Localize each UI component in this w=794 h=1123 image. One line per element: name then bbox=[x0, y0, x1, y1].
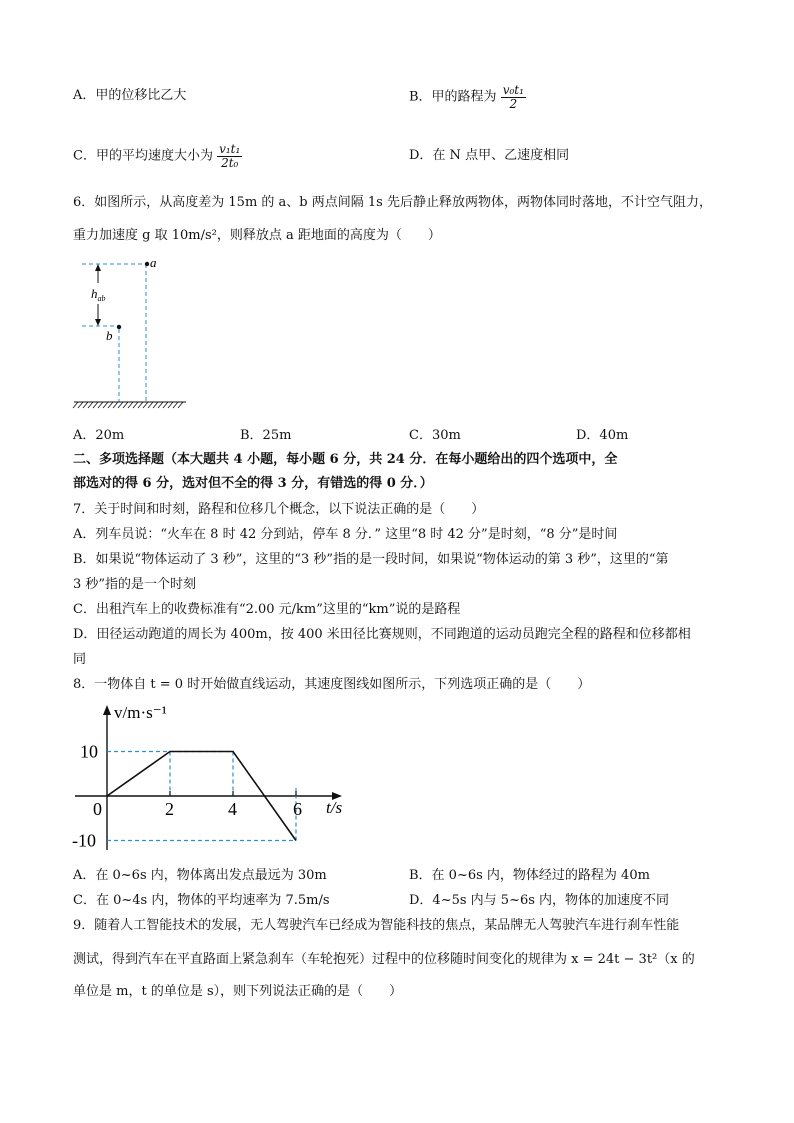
x-tick-label-6: 6 bbox=[293, 799, 302, 819]
y-axis-arrow bbox=[103, 705, 111, 715]
label-h bbox=[91, 286, 106, 303]
q6-stem-line1: 6．如图所示，从高度差为 15m 的 a、b 两点间隔 1s 先后静止释放两物体，两物体同时落地，不计空气阻力， bbox=[73, 195, 712, 210]
hatch-mark bbox=[133, 402, 138, 408]
chart-layer bbox=[72, 703, 342, 850]
q5-option-b-prefix: B．甲的路程为 bbox=[409, 89, 497, 105]
x-tick-label-4: 4 bbox=[228, 799, 237, 819]
q5-option-d: D．在 N 点甲、乙速度相同 bbox=[409, 148, 570, 163]
x-tick-label-2: 2 bbox=[165, 799, 174, 819]
q5-option-c-fraction bbox=[217, 143, 242, 169]
q7-option-d-line2: 同 bbox=[73, 652, 87, 667]
hatch-mark bbox=[138, 402, 143, 408]
hatch-mark bbox=[98, 402, 103, 408]
q7-stem: 7．关于时间和时刻，路程和位移几个概念，以下说法正确的是（ ） bbox=[73, 502, 485, 517]
q6-option-c: C．30m bbox=[409, 428, 461, 443]
hatch-mark bbox=[83, 402, 88, 408]
label-a: a bbox=[150, 255, 157, 270]
q8-velocity-chart bbox=[70, 700, 360, 850]
hatch-mark bbox=[88, 402, 93, 408]
y-tick-label-neg10: -10 bbox=[72, 830, 96, 850]
x-axis-label: t/s bbox=[326, 798, 343, 817]
hatch-mark bbox=[123, 402, 128, 408]
hatch-mark bbox=[103, 402, 108, 408]
q5-c-denominator: 2t₀ bbox=[221, 155, 239, 170]
q8-option-c: C．在 0~4s 内，物体的平均速率为 7.5m/s bbox=[73, 893, 330, 908]
q5-option-b-fraction bbox=[501, 84, 526, 110]
q6-option-d: D．40m bbox=[576, 428, 629, 443]
ground-hatching bbox=[73, 402, 183, 408]
hatch-mark bbox=[108, 402, 113, 408]
q7-option-c: C．出租汽车上的收费标准有“2.00 元/km”这里的“km”说的是路程 bbox=[73, 602, 461, 617]
q8-option-d: D．4~5s 内与 5~6s 内，物体的加速度不同 bbox=[409, 893, 670, 908]
q9-line2: 测试，得到汽车在平直路面上紧急刹车（车轮抱死）过程中的位移随时间变化的规律为 x = 24t − 3t²（x 的 bbox=[73, 952, 695, 967]
q8-stem: 8．一物体自 t = 0 时开始做直线运动，其速度图线如图所示，下列选项正确的是（ ） bbox=[73, 677, 591, 692]
q7-option-d-line1: D．田径运动跑道的周长为 400m，按 400 米田径比赛规则，不同跑道的运动员跑完全程的路程和位移都相 bbox=[73, 627, 691, 642]
q7-option-b-line1: B．如果说“物体运动了 3 秒”，这里的“3 秒”指的是一段时间，如果说“物体运动的第 3 秒”，这里的“第 bbox=[73, 552, 669, 567]
hatch-mark bbox=[153, 402, 158, 408]
q8-option-b: B．在 0~6s 内，物体经过的路程为 40m bbox=[409, 868, 650, 883]
q5-option-a: A．甲的位移比乙大 bbox=[73, 88, 187, 103]
q5-c-numerator: v₁t₁ bbox=[219, 142, 241, 156]
q7-option-b-line2: 3 秒”指的是一个时刻 bbox=[73, 577, 197, 592]
hatch-mark bbox=[178, 402, 183, 408]
hatch-mark bbox=[93, 402, 98, 408]
q6-option-b: B．25m bbox=[240, 428, 292, 443]
hatch-mark bbox=[143, 402, 148, 408]
hatch-mark bbox=[148, 402, 153, 408]
q5-b-denominator: 2 bbox=[509, 96, 518, 111]
hatch-mark bbox=[78, 402, 83, 408]
h-arrow-down-head bbox=[95, 319, 101, 326]
h-arrow-up-head bbox=[95, 264, 101, 271]
point-b bbox=[117, 325, 121, 329]
q6-option-a: A．20m bbox=[73, 428, 125, 443]
q6-figure bbox=[70, 252, 194, 412]
q5-b-numerator: v₀t₁ bbox=[502, 83, 524, 97]
label-h-sub: ab bbox=[97, 294, 106, 303]
section2-heading-line1: 二、多项选择题（本大题共 4 小题，每小题 6 分，共 24 分．在每小题给出的四个选项中，全 bbox=[73, 452, 618, 467]
hatch-mark bbox=[118, 402, 123, 408]
hatch-mark bbox=[158, 402, 163, 408]
hatch-mark bbox=[128, 402, 133, 408]
hatch-mark bbox=[163, 402, 168, 408]
hatch-mark bbox=[113, 402, 118, 408]
q5-option-b bbox=[409, 84, 526, 110]
q6-stem-line2: 重力加速度 g 取 10m/s²，则释放点 a 距地面的高度为（ ） bbox=[73, 228, 441, 243]
x-tick-label-0: 0 bbox=[93, 799, 102, 819]
q9-line1: 9．随着人工智能技术的发展，无人驾驶汽车已经成为智能科技的焦点，某品牌无人驾驶汽车进行刹车性能 bbox=[73, 918, 680, 933]
hatch-mark bbox=[173, 402, 178, 408]
label-b: b bbox=[106, 328, 113, 343]
hatch-mark bbox=[73, 402, 78, 408]
q9-line3: 单位是 m，t 的单位是 s），则下列说法正确的是（ ） bbox=[73, 984, 403, 999]
section2-heading-line2: 部选对的得 6 分，选对但不全的得 3 分，有错选的得 0 分．） bbox=[73, 476, 433, 491]
hatch-mark bbox=[168, 402, 173, 408]
label-h-main: h bbox=[91, 286, 98, 301]
q7-option-a: A．列车员说：“火车在 8 时 42 分到站，停车 8 分．” 这里“8 时 42 分”是时刻，“8 分”是时间 bbox=[73, 527, 618, 542]
y-tick-label-10: 10 bbox=[80, 741, 98, 762]
q5-option-c-prefix: C．甲的平均速度大小为 bbox=[73, 148, 213, 164]
y-axis-label: v/m·s⁻¹ bbox=[114, 703, 167, 722]
q8-option-a: A．在 0~6s 内，物体离出发点最远为 30m bbox=[73, 868, 327, 883]
point-a bbox=[145, 262, 149, 266]
q5-option-c bbox=[73, 143, 242, 169]
